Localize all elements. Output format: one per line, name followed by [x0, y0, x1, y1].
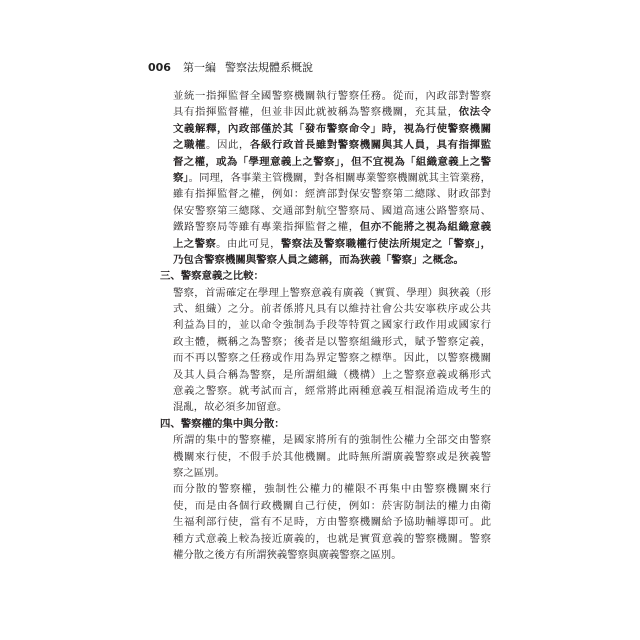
text-run: 意義之警察。就考試而言，經常將此兩種意義互相混淆造成考生的 — [173, 385, 491, 398]
text-run: 保安警察第三總隊、交通部對航空警察局、國道高速公路警察局、 — [173, 204, 491, 217]
text-line — [173, 367, 491, 383]
text-line — [173, 88, 491, 104]
text-line — [173, 170, 491, 186]
text-line — [173, 137, 491, 153]
emphasized-text: 之職權 — [173, 139, 206, 152]
text-line — [173, 465, 491, 481]
running-title: 警察法規體系概說 — [224, 61, 313, 74]
text-line — [173, 252, 491, 268]
text-run: 警察，首需確定在學理上警察意義有廣義（實質、學理）與狹義（形 — [173, 286, 491, 299]
text-run: 機關來行使，不假手於其他機關。此時無所謂廣義警察或是狹義警 — [173, 450, 491, 463]
text-line — [173, 383, 491, 399]
text-line — [173, 104, 491, 120]
text-run: 並統一指揮監督全國警察機關執行警察任務。從而，內政部對警察 — [173, 90, 491, 102]
text-run: 混亂，故必須多加留意。 — [173, 401, 288, 414]
text-line — [173, 350, 491, 366]
text-line — [173, 236, 491, 252]
text-line — [173, 531, 491, 547]
text-run: 政主體，概稱之為警察；後者是以警察組織形式，賦予警察定義， — [173, 335, 491, 348]
text-run: 察之區別。 — [173, 466, 225, 479]
text-run: 具有指揮監督權，但並非因此就被稱為警察機關，充其量， — [173, 106, 459, 119]
part-label: 第一編 — [182, 61, 216, 74]
text-run: 權分散之後方有所謂狹義警察與廣義警察之區別。 — [173, 548, 402, 561]
text-line — [173, 481, 491, 497]
emphasized-text: 各級行政首長雖對警察機關與其人員，具有指揮監 — [249, 139, 492, 152]
text-run: 利益為目的，並以命令強制為手段等特質之國家行政作用或國家行 — [173, 319, 491, 332]
text-run: 。同理，各事業主管機關，對各相關專業警察機關就其主管業務， — [188, 171, 491, 184]
text-run: 雖有指揮監督之權，例如：經濟部對保安警察第二總隊、財政部對 — [173, 188, 491, 201]
text-run: 而不再以警察之任務或作用為界定警察之標準。因此，以警察機關 — [173, 352, 491, 365]
section-heading: 三、警察意義之比較： — [160, 270, 264, 283]
text-line — [173, 432, 491, 448]
paragraph — [160, 88, 491, 268]
text-line — [173, 334, 491, 350]
page-body — [160, 88, 491, 563]
text-line — [173, 547, 491, 563]
text-run: 種方式意義上較為接近廣義的，也就是實質意義的警察機關。警察 — [173, 532, 491, 545]
paragraph — [160, 285, 491, 416]
paragraph — [160, 481, 491, 563]
text-run: 生福利部行使，當有不足時，方由警察機關給予協助輔導即可。此 — [173, 516, 491, 529]
paragraph — [160, 432, 491, 481]
text-line — [173, 203, 491, 219]
text-run: 及其人員合稱為警察，是所謂組織（機構）上之警察意義或稱形式 — [173, 368, 491, 381]
emphasized-text: 依法令 — [458, 106, 492, 119]
text-line — [173, 121, 491, 137]
emphasized-text: 上之警察 — [173, 237, 217, 250]
text-run: 鐵路警察局等雖有專業指揮監督之權， — [173, 221, 360, 234]
emphasized-text: 文義解釋，內政部僅於其「發布警察命令」時，視為行使警察機關 — [173, 122, 491, 135]
text-run: 使，而是由各個行政機關自己行使，例如：菸害防制法的權力由衛 — [173, 499, 491, 512]
emphasized-text: 警察法及警察職權行使法所規定之「警察」， — [280, 237, 491, 250]
text-line — [173, 301, 491, 317]
text-run: 式、組織）之分。前者係將凡具有以維持社會公共安寧秩序或公共 — [173, 303, 491, 316]
emphasized-text: 乃包含警察機關與警察人員之總稱，而為狹義「警察」之概念。 — [173, 253, 464, 266]
text-line — [173, 285, 491, 301]
page-number: 006 — [148, 61, 171, 74]
running-header — [148, 60, 313, 76]
emphasized-text: 察」 — [173, 171, 189, 184]
text-line — [173, 186, 491, 202]
text-line — [173, 317, 491, 333]
text-line — [173, 154, 491, 170]
text-run: 所謂的集中的警察權，是國家將所有的強制性公權力全部交由警察 — [173, 434, 491, 447]
text-run: 。由此可見， — [216, 237, 281, 250]
text-line — [173, 498, 491, 514]
text-line — [173, 449, 491, 465]
emphasized-text: 督之權，或為「學理意義上之警察」，但不宜視為「組織意義上之警 — [173, 155, 491, 168]
text-line — [173, 219, 491, 235]
text-run: 而分散的警察權，強制性公權力的權限不再集中由警察機關來行 — [173, 483, 491, 496]
text-run: 。因此， — [205, 139, 250, 152]
emphasized-text: 但亦不能將之視為組織意義 — [359, 221, 492, 234]
text-line — [173, 399, 491, 415]
section-heading: 四、警察權的集中與分散： — [160, 417, 285, 430]
text-line — [173, 514, 491, 530]
